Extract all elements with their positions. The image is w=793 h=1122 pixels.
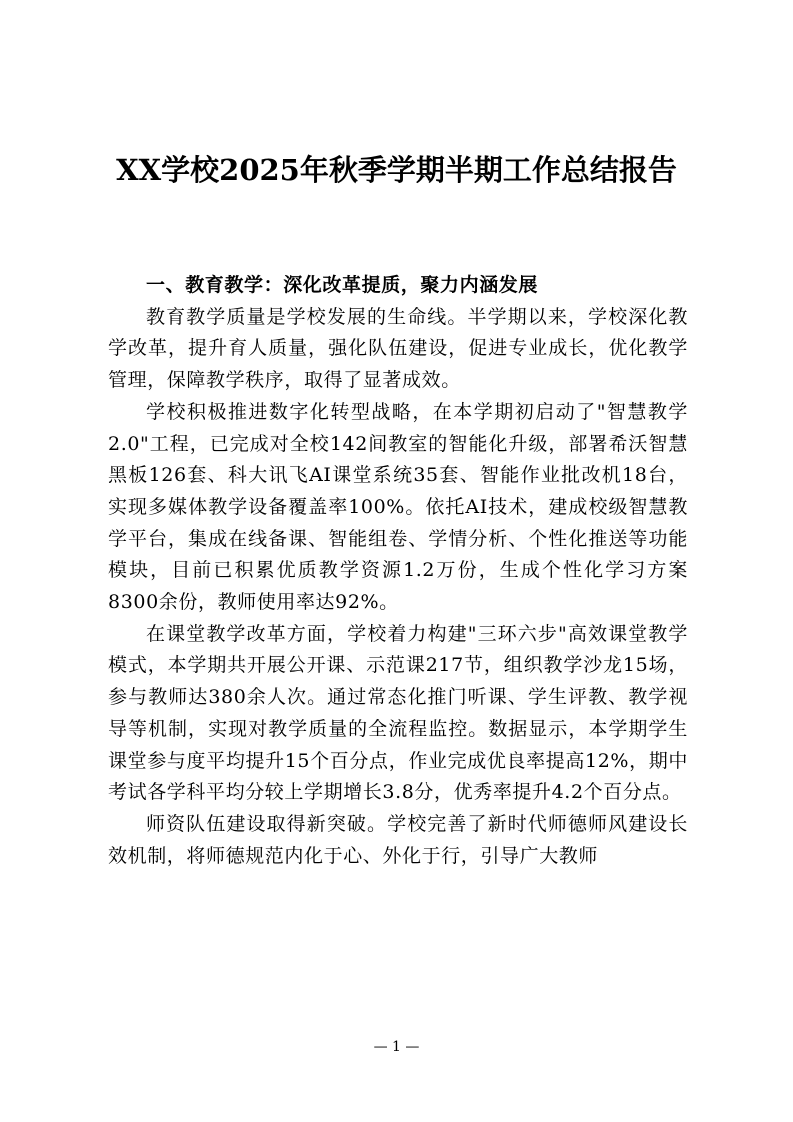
paragraph-classroom-reform: 在课堂教学改革方面，学校着力构建"三环六步"高效课堂教学模式，本学期共开展公开课、示范课217节，组织教学沙龙15场，参与教师达380余人次。通过常态化推门听课、学生评教、教学视导等机制，实现对教学质量的全流程监控。数据显示，本学期学生课堂参与度平均提升15个百分点，作业完成优良率提高12%，期中考试各学科平均分较上学期增长3.8分，优秀率提升4.2个百分点。 — [108, 622, 688, 804]
paragraph-intro: 教育教学质量是学校发展的生命线。半学期以来，学校深化教学改革，提升育人质量，强化队伍建设，促进专业成长，优化教学管理，保障教学秩序，取得了显著成效。 — [108, 305, 688, 392]
document-title: XX学校2025年秋季学期半期工作总结报告 — [116, 153, 677, 187]
paragraph-teacher-development: 师资队伍建设取得新突破。学校完善了新时代师德师风建设长效机制，将师德规范内化于心、外化于行，引导广大教师 — [108, 812, 688, 867]
page-number: — 1 — — [373, 1039, 420, 1055]
section-heading: 一、教育教学：深化改革提质，聚力内涵发展 — [146, 274, 539, 296]
document-body — [108, 270, 688, 872]
paragraph-digital-transformation: 学校积极推进数字化转型战略，在本学期初启动了"智慧教学2.0"工程，已完成对全校142间教室的智能化升级，部署希沃智慧黑板126套、科大讯飞AI课堂系统35套、智能作业批改机18台，实现多媒体教学设备覆盖率100%。依托AI技术，建成校级智慧教学平台，集成在线备课、智能组卷、学情分析、个性化推送等功能模块，目前已积累优质教学资源1.2万份，生成个性化学习方案8300余份，教师使用率达92%。 — [108, 400, 688, 614]
